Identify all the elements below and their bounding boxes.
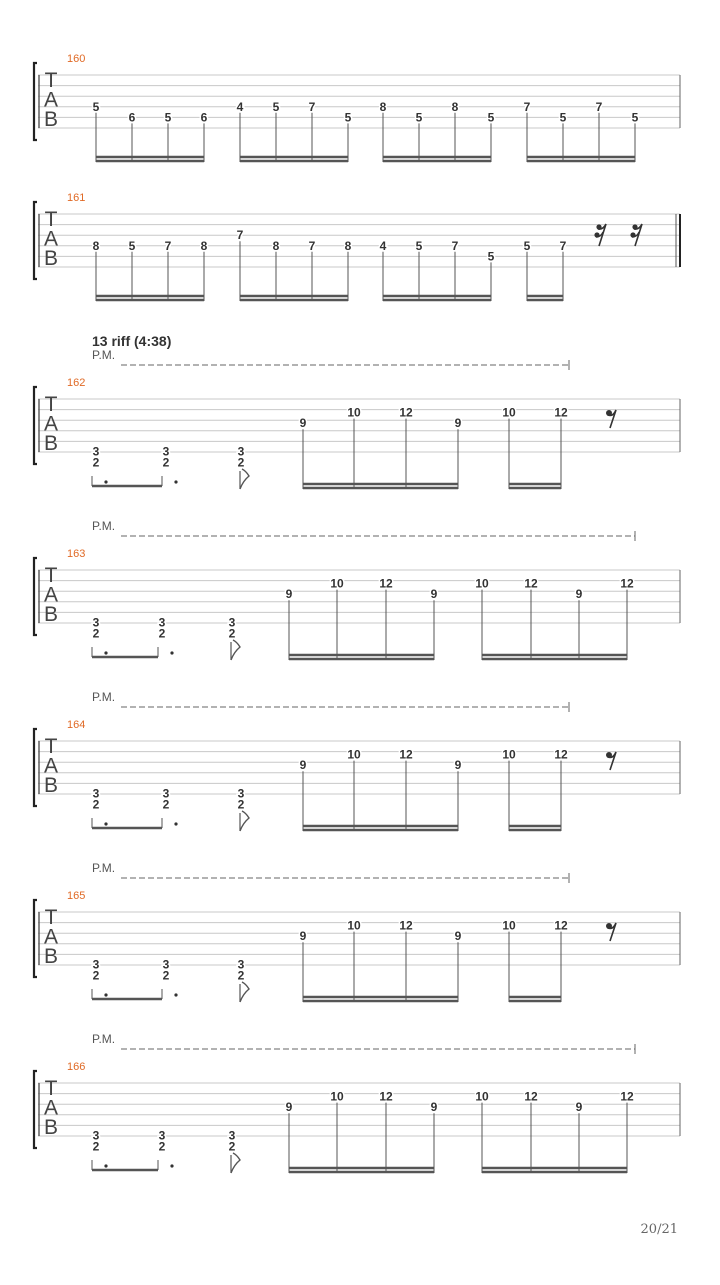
fret-number: 4	[379, 238, 387, 253]
tab-clef-letter-t: T	[44, 208, 58, 231]
fret-number: 9	[285, 1100, 293, 1115]
fret-number: 12	[399, 747, 413, 762]
fret-number: 7	[559, 238, 567, 253]
fret-number: 12	[554, 918, 568, 933]
fret-number: 4	[236, 99, 244, 114]
fret-number: 6	[128, 110, 136, 125]
system-bracket	[34, 729, 37, 806]
measure-number: 163	[67, 548, 86, 560]
fret-number: 12	[399, 918, 413, 933]
fret-number: 12	[379, 1089, 393, 1104]
fret-number: 8	[344, 238, 352, 253]
chord-fret-upper: 3	[92, 786, 100, 801]
fret-number: 7	[308, 99, 316, 114]
fret-number: 10	[502, 405, 516, 420]
eighth-rest	[606, 410, 616, 428]
tab-system-165	[34, 861, 680, 1002]
chord-fret-lower: 2	[162, 455, 170, 470]
fret-number: 8	[92, 238, 100, 253]
fret-number: 10	[347, 405, 361, 420]
tab-clef-letter-b: B	[43, 945, 59, 968]
chord-fret-upper: 3	[237, 444, 245, 459]
page-number: 20/21	[640, 1222, 678, 1237]
chord-fret-upper: 3	[237, 786, 245, 801]
fret-number: 9	[299, 758, 307, 773]
measure-number: 162	[67, 377, 86, 389]
note-flag	[240, 811, 249, 831]
fret-number: 7	[308, 238, 316, 253]
fret-number: 12	[620, 1089, 634, 1104]
dot	[174, 822, 177, 825]
tab-clef-letter-a: A	[43, 925, 59, 949]
fret-number: 10	[347, 918, 361, 933]
chord-fret-upper: 3	[92, 1128, 100, 1143]
eighth-rest	[606, 923, 616, 941]
chord-fret-lower: 2	[158, 626, 166, 641]
tab-clef-letter-t: T	[44, 1077, 58, 1100]
fret-number: 9	[575, 587, 583, 602]
fret-number: 5	[344, 110, 352, 125]
palm-mute-label: P.M.	[92, 690, 116, 704]
system-bracket	[34, 900, 37, 977]
note-flag	[231, 1153, 240, 1173]
fret-number: 10	[330, 1089, 344, 1104]
fret-number: 12	[399, 405, 413, 420]
fret-number: 5	[631, 110, 639, 125]
chord-fret-upper: 3	[162, 786, 170, 801]
fret-number: 5	[559, 110, 567, 125]
fret-number: 12	[554, 405, 568, 420]
tab-clef-letter-a: A	[43, 754, 59, 778]
fret-number: 8	[451, 99, 459, 114]
chord-fret-lower: 2	[162, 968, 170, 983]
note-flag	[240, 982, 249, 1002]
dot	[170, 651, 173, 654]
chord-fret-upper: 3	[158, 615, 166, 630]
tab-clef-letter-a: A	[43, 88, 59, 112]
fret-number: 9	[299, 929, 307, 944]
fret-number: 10	[502, 747, 516, 762]
tab-clef-letter-b: B	[43, 108, 59, 131]
system-bracket	[34, 63, 37, 140]
chord-fret-upper: 3	[158, 1128, 166, 1143]
chord-fret-lower: 2	[92, 797, 100, 812]
dot	[104, 993, 107, 996]
fret-number: 10	[475, 576, 489, 591]
tab-system-164	[34, 690, 680, 831]
fret-number: 12	[524, 1089, 538, 1104]
fret-number: 9	[575, 1100, 583, 1115]
fret-number: 5	[128, 238, 136, 253]
note-flag	[231, 640, 240, 660]
tab-clef-letter-t: T	[44, 564, 58, 587]
measure-number: 165	[67, 890, 86, 902]
tab-clef-letter-a: A	[43, 412, 59, 436]
fret-number: 7	[451, 238, 459, 253]
dot	[104, 822, 107, 825]
fret-number: 10	[347, 747, 361, 762]
tab-system-163	[34, 519, 680, 660]
dot	[104, 480, 107, 483]
fret-number: 5	[92, 99, 100, 114]
chord-fret-lower: 2	[158, 1139, 166, 1154]
fret-number: 9	[454, 758, 462, 773]
tab-system-161	[34, 192, 680, 301]
tab-clef-letter-a: A	[43, 227, 59, 251]
tab-clef-letter-b: B	[43, 1116, 59, 1139]
tab-clef-letter-t: T	[44, 393, 58, 416]
fret-number: 9	[285, 587, 293, 602]
chord-fret-lower: 2	[162, 797, 170, 812]
fret-number: 5	[487, 110, 495, 125]
fret-number: 12	[620, 576, 634, 591]
fret-number: 12	[554, 747, 568, 762]
fret-number: 10	[502, 918, 516, 933]
chord-fret-upper: 3	[92, 957, 100, 972]
measure-number: 160	[67, 53, 86, 65]
tab-clef-letter-a: A	[43, 1096, 59, 1120]
fret-number: 5	[415, 110, 423, 125]
system-bracket	[34, 1071, 37, 1148]
chord-fret-upper: 3	[228, 615, 236, 630]
fret-number: 8	[200, 238, 208, 253]
system-bracket	[34, 387, 37, 464]
chord-fret-lower: 2	[228, 1139, 236, 1154]
fret-number: 7	[523, 99, 531, 114]
fret-number: 9	[454, 929, 462, 944]
tab-clef-letter-t: T	[44, 735, 58, 758]
chord-fret-lower: 2	[237, 455, 245, 470]
dot	[104, 651, 107, 654]
fret-number: 8	[379, 99, 387, 114]
fret-number: 5	[415, 238, 423, 253]
chord-fret-upper: 3	[162, 957, 170, 972]
tab-clef-letter-t: T	[44, 69, 58, 92]
fret-number: 8	[272, 238, 280, 253]
fret-number: 9	[299, 416, 307, 431]
tab-system-166	[34, 1032, 680, 1173]
chord-fret-lower: 2	[228, 626, 236, 641]
fret-number: 7	[164, 238, 172, 253]
note-flag	[240, 469, 249, 489]
measure-number: 161	[67, 192, 86, 204]
fret-number: 9	[430, 587, 438, 602]
fret-number: 5	[272, 99, 280, 114]
fret-number: 12	[524, 576, 538, 591]
fret-number: 7	[236, 228, 244, 243]
system-bracket	[34, 202, 37, 279]
tab-clef-letter-a: A	[43, 583, 59, 607]
chord-fret-lower: 2	[237, 968, 245, 983]
section-label: 13 riff (4:38)	[92, 333, 172, 349]
tab-clef-letter-b: B	[43, 603, 59, 626]
dot	[104, 1164, 107, 1167]
measure-number: 164	[67, 719, 86, 731]
fret-number: 5	[164, 110, 172, 125]
fret-number: 6	[200, 110, 208, 125]
fret-number: 9	[454, 416, 462, 431]
chord-fret-lower: 2	[92, 968, 100, 983]
chord-fret-upper: 3	[237, 957, 245, 972]
tab-clef-letter-b: B	[43, 774, 59, 797]
fret-number: 9	[430, 1100, 438, 1115]
chord-fret-upper: 3	[92, 615, 100, 630]
palm-mute-label: P.M.	[92, 519, 116, 533]
chord-fret-lower: 2	[92, 1139, 100, 1154]
tab-clef-letter-b: B	[43, 247, 59, 270]
eighth-rest	[606, 752, 616, 770]
system-bracket	[34, 558, 37, 635]
fret-number: 5	[523, 238, 531, 253]
palm-mute-label: P.M.	[92, 1032, 116, 1046]
fret-number: 12	[379, 576, 393, 591]
palm-mute-label: P.M.	[92, 861, 116, 875]
tab-system-160	[34, 53, 680, 162]
chord-fret-upper: 3	[228, 1128, 236, 1143]
fret-number: 5	[487, 249, 495, 264]
fret-number: 7	[595, 99, 603, 114]
fret-number: 10	[330, 576, 344, 591]
chord-fret-upper: 3	[92, 444, 100, 459]
dot	[174, 993, 177, 996]
chord-fret-lower: 2	[92, 626, 100, 641]
measure-number: 166	[67, 1061, 86, 1073]
tab-system-162	[34, 333, 680, 489]
chord-fret-lower: 2	[237, 797, 245, 812]
fret-number: 10	[475, 1089, 489, 1104]
dot	[174, 480, 177, 483]
palm-mute-label: P.M.	[92, 348, 116, 362]
chord-fret-lower: 2	[92, 455, 100, 470]
tab-clef-letter-t: T	[44, 906, 58, 929]
chord-fret-upper: 3	[162, 444, 170, 459]
dot	[170, 1164, 173, 1167]
tab-clef-letter-b: B	[43, 432, 59, 455]
